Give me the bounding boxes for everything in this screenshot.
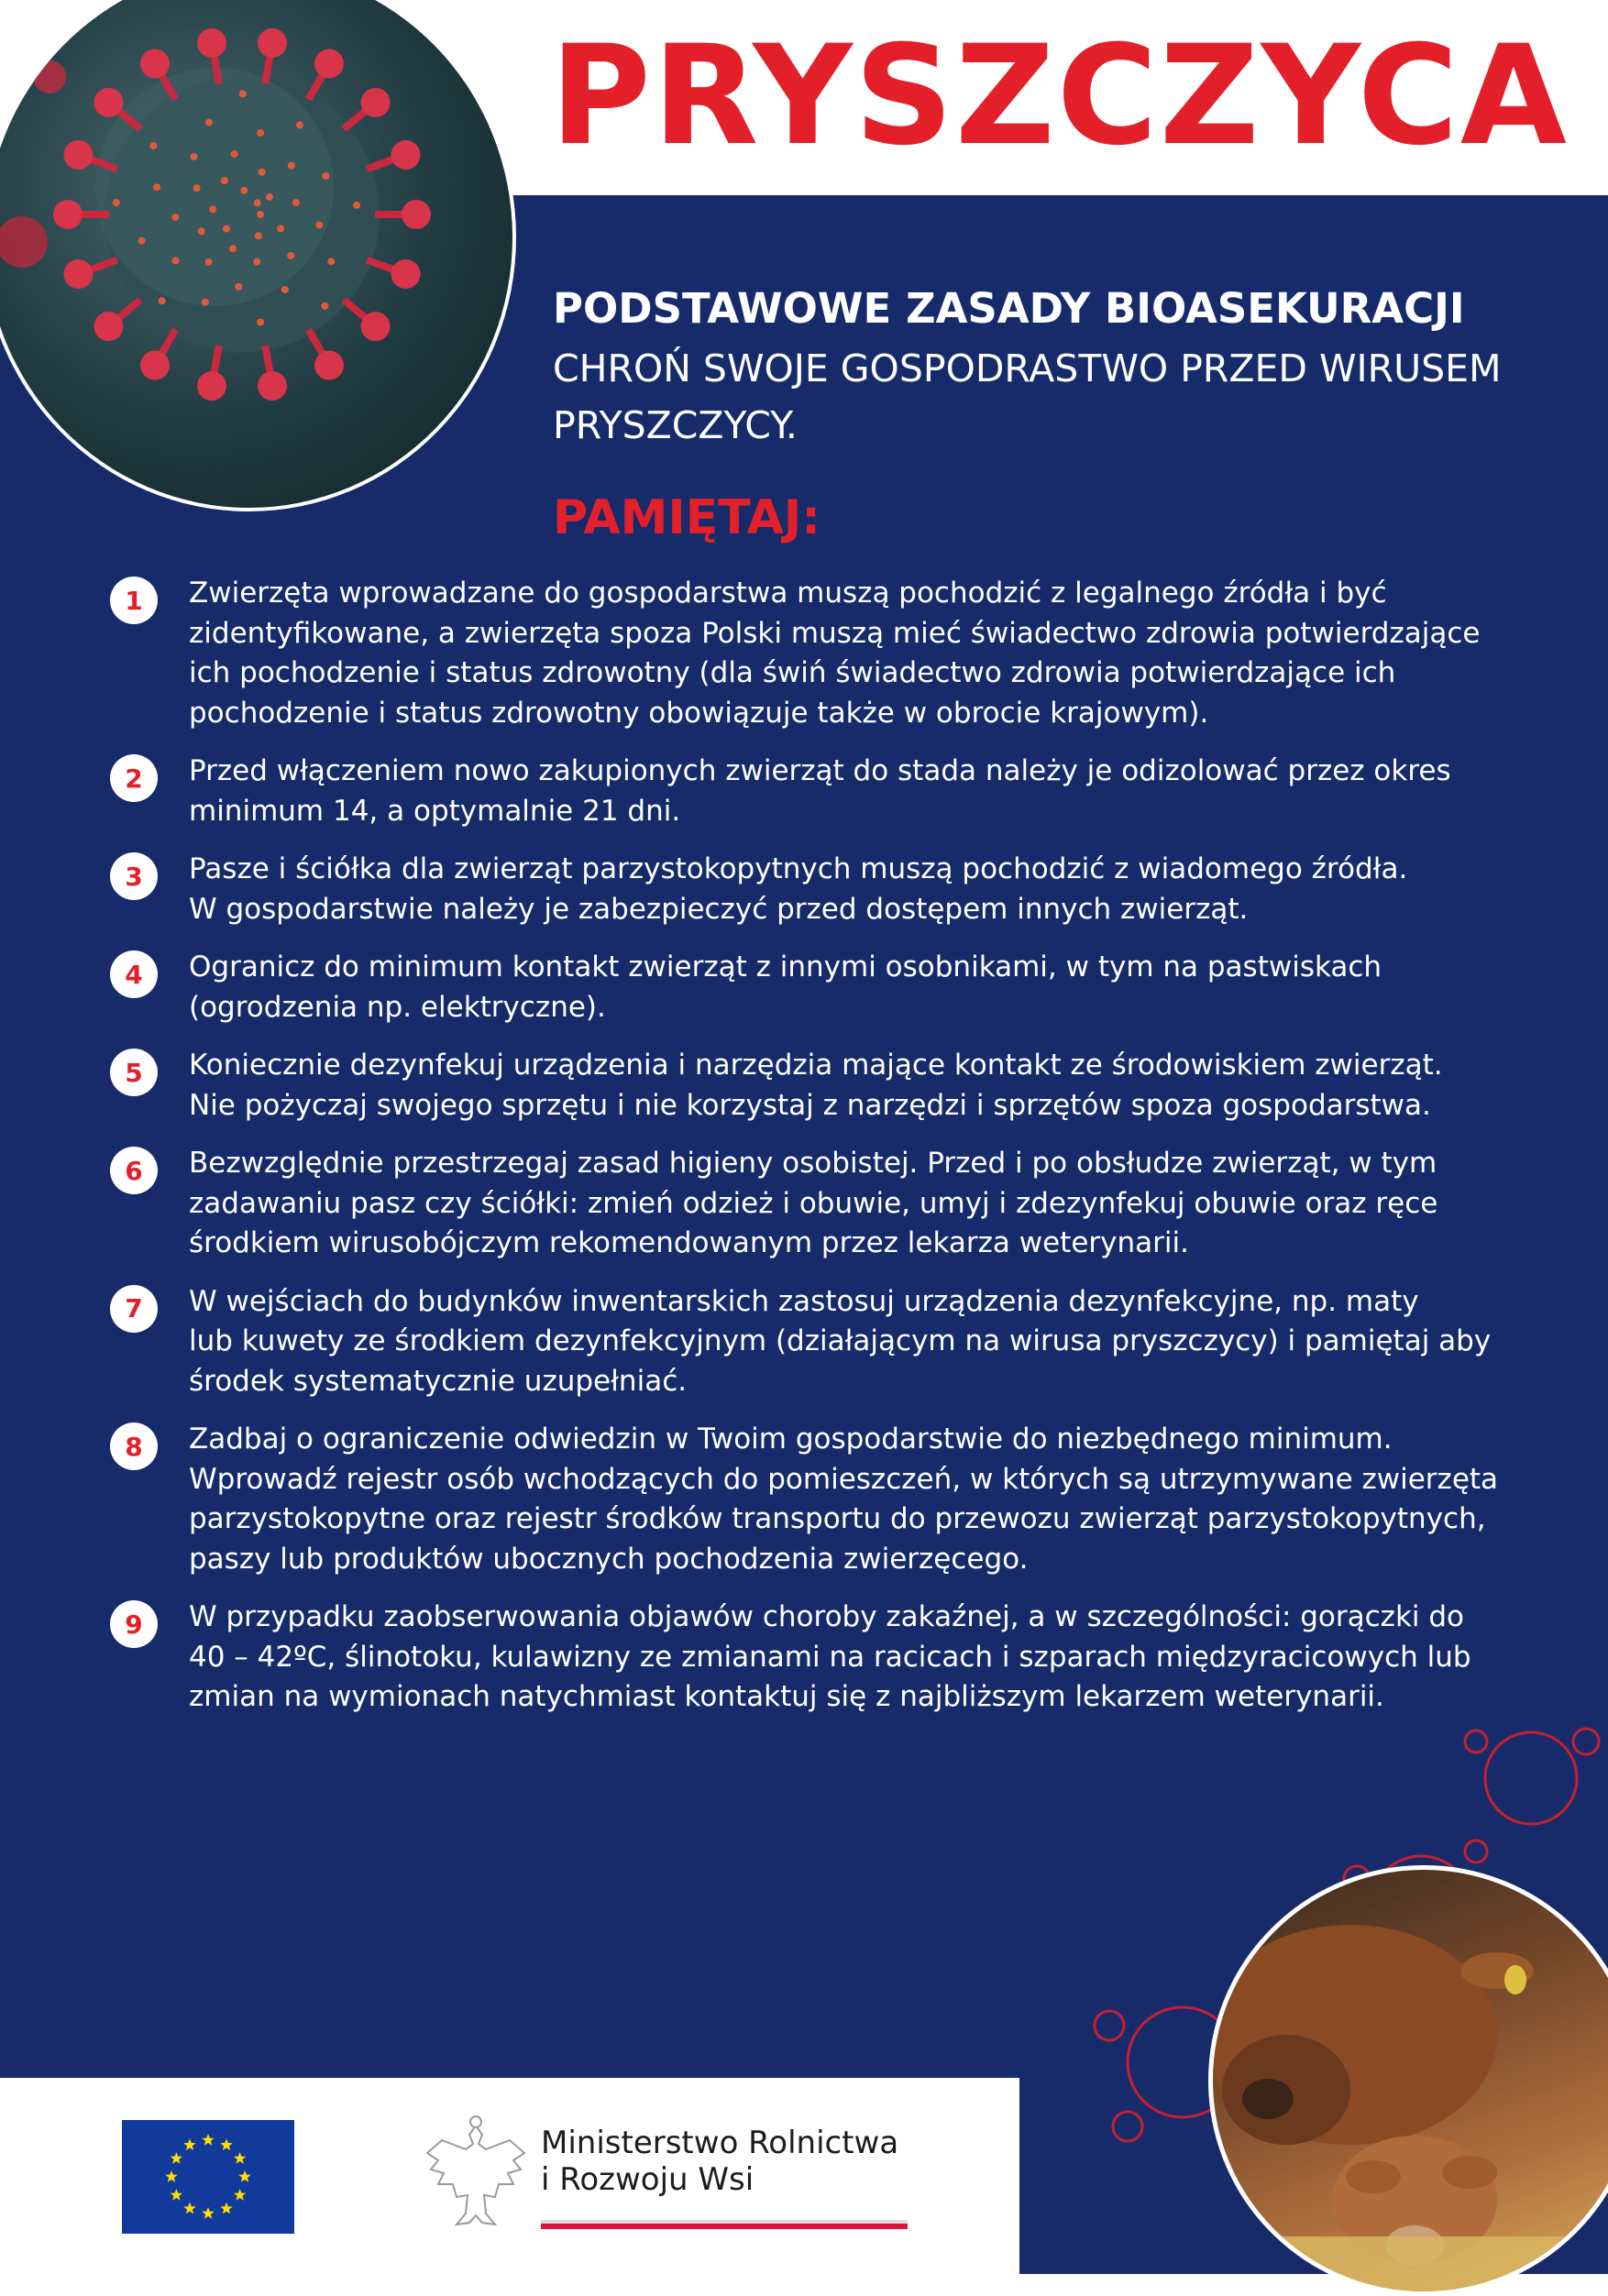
page-title: PRYSZCZYCA [550,16,1569,176]
rule-text [189,1046,1522,1126]
rule-number-badge: 4 [110,950,158,998]
polish-eagle-icon [422,2113,530,2232]
rule-number-badge: 9 [110,1600,158,1648]
intro-subheading [553,340,1543,454]
intro-subheading-line: PRYSZCZYCY. [553,403,798,447]
rule-text [189,850,1522,929]
rule-number-badge: 7 [110,1285,158,1333]
rule-text-line: środek systematycznie uzupełniać. [189,1364,688,1398]
rule-text [189,752,1522,831]
rule-text-line: W gospodarstwie należy je zabezpieczyć przed dostępem innych zwierząt. [189,892,1249,926]
rule-item [110,1046,1522,1126]
rule-text-line: Bezwzględnie przestrzegaj zasad higieny osobistej. Przed i po obsłudze zwierząt, w tym [189,1147,1437,1180]
rule-text-line: zadawaniu pasz czy ściółki: zmień odzież i obuwie, umyj i zdezynfekuj obuwie oraz ręce [189,1186,1438,1220]
rule-text-line: paszy lub produktów ubocznych pochodzenia zwierzęcego. [189,1542,1029,1576]
rule-text-line: zidentyfikowane, a zwierzęta spoza Polski muszą mieć świadectwo zdrowia potwierdzające [189,616,1481,650]
rule-text-line: Zadbaj o ograniczenie odwiedzin w Twoim gospodarstwie do niezbędnego minimum. [189,1423,1393,1456]
rules-list [110,574,1522,1736]
rule-text [189,1282,1522,1402]
rule-text-line: pochodzenie i status zdrowotny obowiązuje także w obrocie krajowym). [189,696,1209,730]
rule-text-line: parzystokopytne oraz rejestr środków transportu do przewozu zwierząt parzystokopytnych, [189,1502,1486,1535]
rule-item [110,752,1522,831]
rule-number-badge: 8 [110,1423,158,1470]
eu-flag-icon [122,2120,294,2234]
intro-block [553,284,1543,454]
rule-number-badge: 3 [110,852,158,900]
intro-subheading-line: CHROŃ SWOJE GOSPODRASTWO PRZED WIRUSEM [553,346,1502,390]
rule-item [110,1598,1522,1718]
rule-text-line: Przed włączeniem nowo zakupionych zwierząt do stada należy je odizolować przez okres [189,754,1451,787]
rule-text-line: W wejściach do budynków inwentarskich zastosuj urządzenia dezynfekcyjne, np. maty [189,1284,1419,1318]
rule-text-line: W przypadku zaobserwowania objawów choroby zakaźnej, a w szczególności: gorączki do [189,1600,1465,1633]
rule-item [110,850,1522,929]
rule-number-badge: 5 [110,1049,158,1096]
rule-item [110,1282,1522,1402]
rule-text-line: lub kuwety ze środkiem dezynfekcyjnym (działającym na wirusa pryszczycy) i pamiętaj aby [189,1324,1492,1357]
rule-text [189,948,1522,1027]
rule-item [110,948,1522,1027]
rule-text [189,1144,1522,1264]
rule-item [110,1144,1522,1264]
rule-text-line: Nie pożyczaj swojego sprzętu i nie korzystaj z narzędzi i sprzętów spoza gospodarstwa. [189,1088,1431,1122]
ministry-name [541,2125,898,2198]
rule-text-line: środkiem wirusobójczym rekomendowanym przez lekarza weterynarii. [189,1226,1189,1259]
rule-text-line: zmian na wymionach natychmiast kontaktuj się z najbliższym lekarzem weterynarii. [189,1680,1384,1713]
rule-item [110,574,1522,733]
rule-text-line: ich pochodzenie i status zdrowotny (dla świń świadectwo zdrowia potwierdzające ich [189,656,1396,689]
rule-text-line: Koniecznie dezynfekuj urządzenia i narzędzia mające kontakt ze środowiskiem zwierząt. [189,1049,1443,1082]
ministry-name-line: i Rozwoju Wsi [541,2161,754,2198]
rule-text-line: (ogrodzenia np. elektryczne). [189,990,606,1024]
rule-text-line: Ogranicz do minimum kontakt zwierząt z innymi osobnikami, w tym na pastwiskach [189,950,1382,983]
intro-heading: PODSTAWOWE ZASADY BIOASEKURACJI [553,284,1465,333]
rule-item [110,1420,1522,1579]
rule-text-line: Pasze i ściółka dla zwierząt parzystokopytnych muszą pochodzić z wiadomego źródła. [189,852,1408,885]
rule-text-line: minimum 14, a optymalnie 21 dni. [189,794,681,828]
rule-text [189,574,1522,733]
rule-text [189,1598,1522,1718]
rule-text [189,1420,1522,1579]
rule-text-line: Zwierzęta wprowadzane do gospodarstwa muszą pochodzić z legalnego źródła i być [189,577,1387,610]
rule-text-line: 40 – 42ºC, ślinotoku, kulawizny ze zmianami na racicach i szparach międzyracicowych lub [189,1640,1471,1674]
polish-flag-stripe [541,2220,908,2229]
rule-number-badge: 2 [110,754,158,802]
rule-text-line: Wprowadź rejestr osób wchodzących do pomieszczeń, w których są utrzymywane zwierzęta [189,1462,1499,1496]
rule-number-badge: 6 [110,1147,158,1194]
rule-number-badge: 1 [110,577,158,624]
remember-heading: PAMIĘTAJ: [553,490,821,545]
ministry-name-line: Ministerstwo Rolnictwa [541,2125,899,2161]
